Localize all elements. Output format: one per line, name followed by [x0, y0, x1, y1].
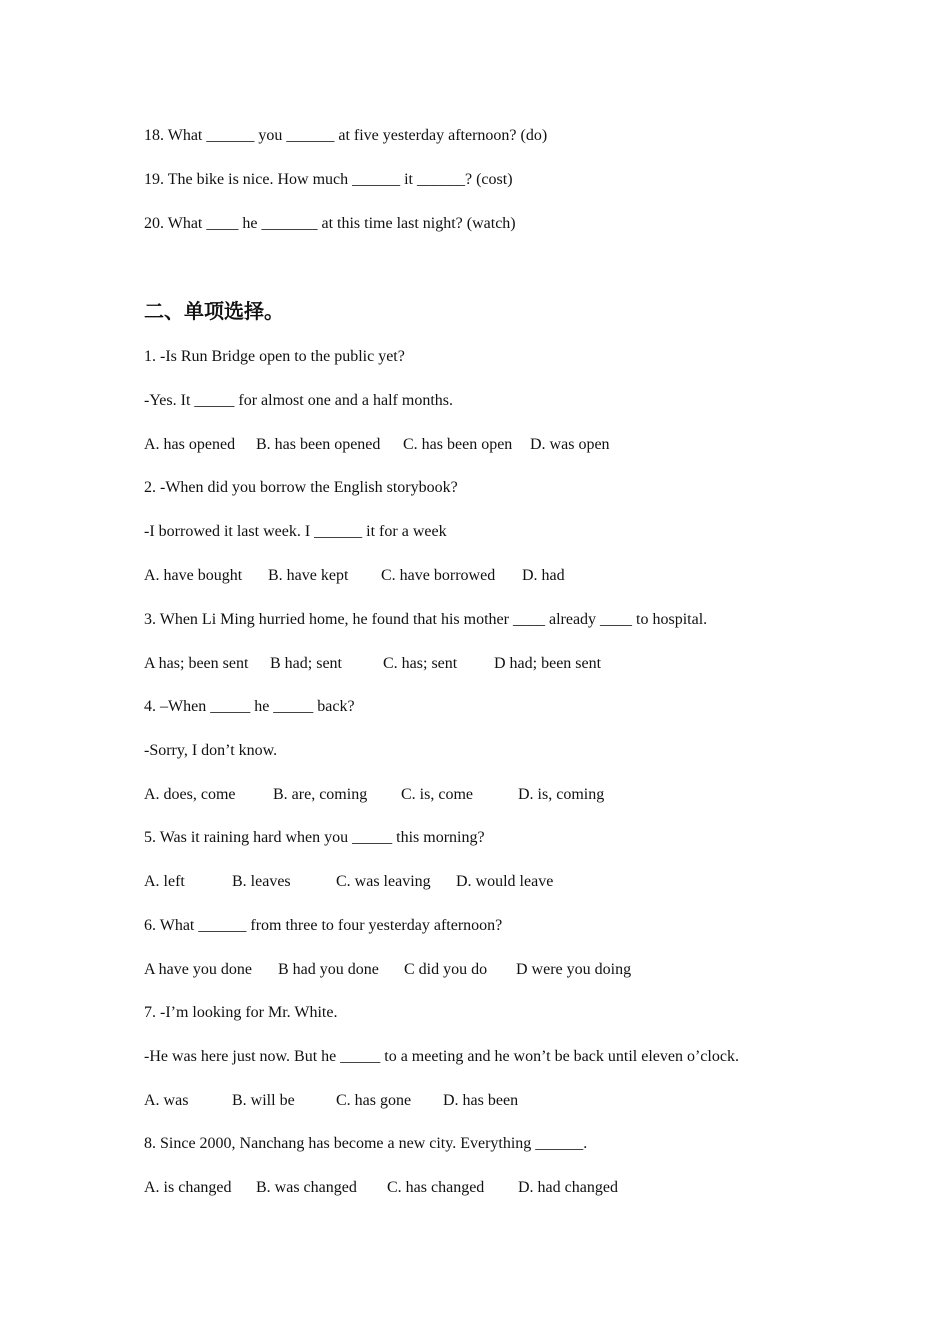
option-a: A. does, come [144, 786, 236, 803]
option-c: C. has; sent [383, 655, 458, 672]
option-a: A. left [144, 873, 185, 890]
option-b: B had you done [278, 961, 379, 978]
fill-blank-item-19: 19. The bike is nice. How much ______ it ______? (cost) [144, 171, 513, 188]
option-b: B had; sent [270, 655, 342, 672]
option-d: D. has been [443, 1092, 519, 1109]
question-1-stem: 1. -Is Run Bridge open to the public yet? [144, 348, 405, 365]
option-d: D. had changed [518, 1179, 618, 1196]
section-title: 二、单项选择。 [144, 299, 284, 323]
option-d: D. is, coming [518, 786, 605, 803]
option-a: A. was [144, 1092, 189, 1109]
option-a: A. have bought [144, 567, 243, 584]
question-1-options [144, 435, 844, 455]
question-7-options [144, 1091, 844, 1111]
option-a: A. has opened [144, 436, 236, 453]
question-4-stem: 4. –When _____ he _____ back? [144, 698, 355, 715]
question-5-stem: 5. Was it raining hard when you _____ this morning? [144, 829, 485, 846]
option-c: C did you do [404, 961, 488, 978]
question-2-answer-line: -I borrowed it last week. I ______ it for a week [144, 523, 447, 540]
option-c: C. was leaving [336, 873, 431, 890]
fill-blank-item-20: 20. What ____ he _______ at this time last night? (watch) [144, 215, 516, 232]
option-b: B. are, coming [273, 786, 368, 803]
option-a: A. is changed [144, 1179, 232, 1196]
option-d: D. was open [530, 436, 610, 453]
question-6-stem: 6. What ______ from three to four yesterday afternoon? [144, 917, 503, 934]
question-3-options [144, 654, 844, 674]
option-d: D were you doing [516, 961, 632, 978]
question-2-options [144, 566, 844, 586]
option-c: C. has been open [403, 436, 513, 453]
option-a: A has; been sent [144, 655, 249, 672]
question-2-stem: 2. -When did you borrow the English storybook? [144, 479, 458, 496]
question-6-options [144, 960, 844, 980]
option-c: C. is, come [401, 786, 473, 803]
option-d: D had; been sent [494, 655, 602, 672]
question-3-stem: 3. When Li Ming hurried home, he found that his mother ____ already ____ to hospital. [144, 611, 708, 628]
option-b: B. was changed [256, 1179, 357, 1196]
option-b: B. has been opened [256, 436, 381, 453]
question-4-options [144, 785, 844, 805]
question-8-stem: 8. Since 2000, Nanchang has become a new city. Everything ______. [144, 1135, 588, 1152]
option-c: C. has changed [387, 1179, 485, 1196]
question-7-answer-line: -He was here just now. But he _____ to a meeting and he won’t be back until eleven o’clock. [144, 1048, 739, 1065]
option-c: C. has gone [336, 1092, 412, 1109]
question-8-options [144, 1178, 844, 1198]
question-5-options [144, 872, 844, 892]
option-c: C. have borrowed [381, 567, 496, 584]
question-1-answer-line: -Yes. It _____ for almost one and a half months. [144, 392, 453, 409]
option-b: B. leaves [232, 873, 291, 890]
question-7-stem: 7. -I’m looking for Mr. White. [144, 1004, 338, 1021]
option-a: A have you done [144, 961, 252, 978]
option-d: D. had [522, 567, 565, 584]
option-d: D. would leave [456, 873, 554, 890]
question-4-answer-line: -Sorry, I don’t know. [144, 742, 278, 759]
fill-blank-item-18: 18. What ______ you ______ at five yesterday afternoon? (do) [144, 127, 548, 144]
option-b: B. will be [232, 1092, 295, 1109]
option-b: B. have kept [268, 567, 349, 584]
